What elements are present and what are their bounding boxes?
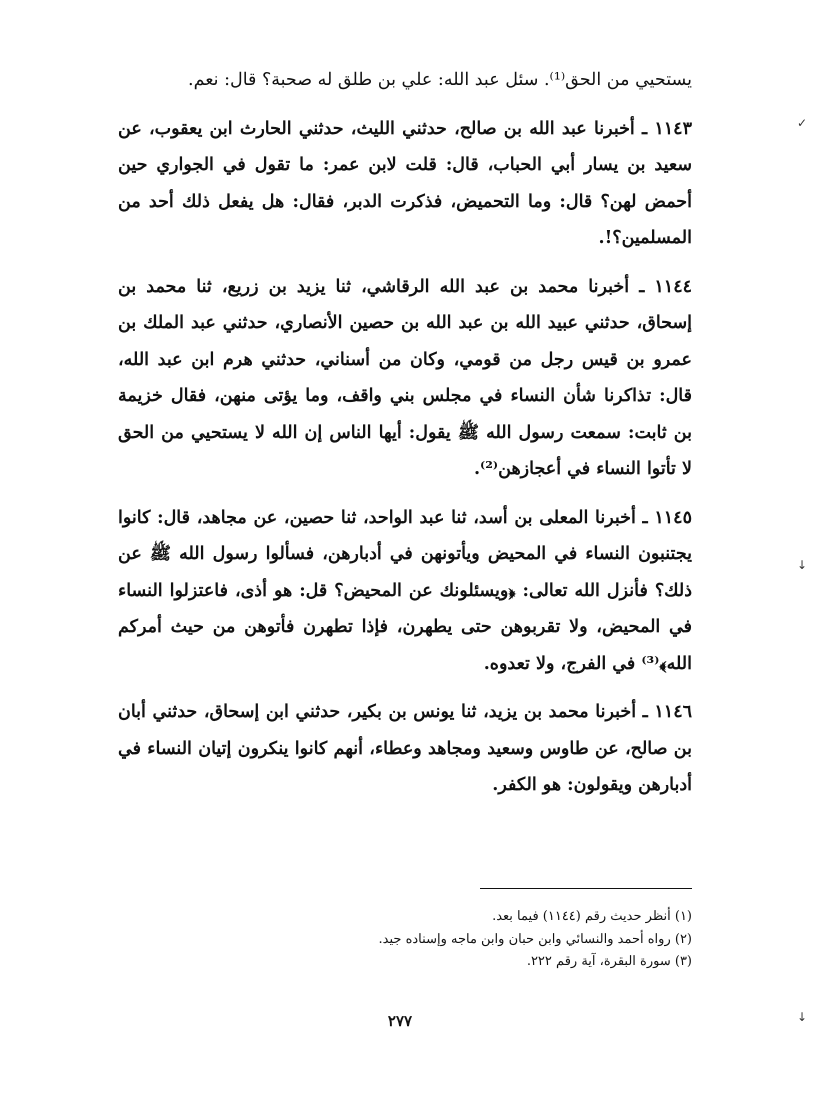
footnote-3: (٣) سورة البقرة، آية رقم ٢٢٢. — [526, 954, 692, 969]
page-body — [118, 62, 692, 804]
hadith-text: أخبرنا محمد بن عبد الله الرقاشي، ثنا يزيد بن زريع، ثنا محمد بن إسحاق، حدثني عبيد الله بن عبد الله بن حصين الأنصاري، حدثني عبد الملك بن عمرو بن قيس رجل من قومي، وكان من أسناني، حدثني هرم ابن عبد الله، قال: تذاكرنا شأن النساء في مجلس بني واقف، وما يؤتى منهن، فقال خزيمة بن ثابت: سمعت رسول الله ﷺ يقول: أيها الناس إن الله لا يستحيي من الحق لا تأتوا النساء في أعجازهن⁽²⁾. — [118, 276, 692, 479]
hadith-text: أخبرنا المعلى بن أسد، ثنا عبد الواحد، ثنا حصين، عن مجاهد، قال: كانوا يجتنبون النساء في المحيض ويأتونهن في أدبارهن، فسألوا رسول الله ﷺ عن ذلك؟ فأنزل الله تعالى: ﴿ويسئلونك عن المحيض؟ قل: هو أذى، فاعتزلوا النساء في المحيض، ولا تقربوهن حتى يطهرن، فإذا تطهرن فأتوهن من حيث أمركم الله﴾⁽³⁾ في الفرج، ولا تعدوه. — [118, 507, 692, 674]
hadith-1144 — [118, 269, 692, 488]
paragraph-continuation — [118, 62, 692, 99]
paragraph-text: يستحيي من الحق⁽¹⁾. سئل عبد الله: علي بن طلق له صحبة؟ قال: نعم. — [188, 70, 692, 90]
footnote-divider — [480, 888, 692, 889]
footnote-list — [118, 906, 692, 974]
scan-mark-icon: ✓ — [797, 116, 808, 130]
hadith-number: ١١٤٣ ـ — [642, 118, 692, 139]
hadith-number: ١١٤٤ ـ — [639, 276, 692, 297]
hadith-text: أخبرنا محمد بن يزيد، ثنا يونس بن بكير، حدثني ابن إسحاق، حدثني أبان بن صالح، عن طاوس وسعيد ومجاهد وعطاء، أنهم كانوا ينكرون إتيان النساء في أدبارهن ويقولون: هو الكفر. — [118, 702, 692, 795]
hadith-1145 — [118, 500, 692, 683]
page-number: ٢٧٧ — [387, 1012, 413, 1030]
scan-mark-icon: ↓ — [797, 1010, 808, 1024]
hadith-1143 — [118, 111, 692, 257]
hadith-number: ١١٤٦ ـ — [642, 702, 692, 722]
hadith-text: أخبرنا عبد الله بن صالح، حدثني الليث، حدثني الحارث ابن يعقوب، عن سعيد بن يسار أبي الحباب، قال: قلت لابن عمر: ما تقول في الجواري حين أحمض لهن؟ قال: وما التحميض، فذكرت الدبر، فقال: هل يفعل ذلك أحد من المسلمين؟!. — [118, 118, 692, 248]
hadith-1146 — [118, 694, 692, 804]
footnote-1: (١) أنظر حديث رقم (١١٤٤) فيما بعد. — [492, 909, 692, 924]
scan-mark-icon: ↓ — [797, 558, 808, 572]
hadith-number: ١١٤٥ ـ — [642, 507, 692, 528]
footnote-2: (٢) رواه أحمد والنسائي وابن حبان وابن ماجه وإسناده جيد. — [378, 931, 692, 947]
